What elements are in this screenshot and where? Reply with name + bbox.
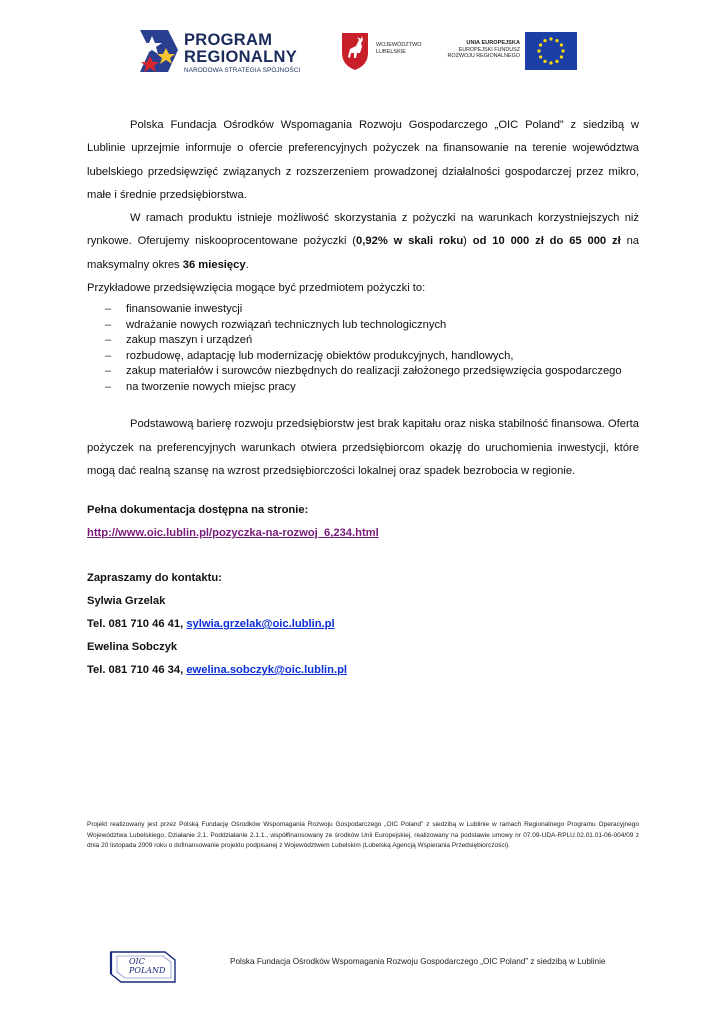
oic-poland-logo [107,946,179,986]
stars-arrow-icon [138,26,182,76]
region-logo-line1: WOJEWÓDZTWO [376,42,422,48]
purpose-list [87,302,639,395]
docs-link[interactable]: http://www.oic.lublin.pl/pozyczka-na-rozwoj_6,234.html [87,527,379,540]
interest-rate: 0,92% w skali roku [356,235,464,248]
list-item: – zakup maszyn i urządzeń [87,333,639,349]
intro-paragraph: Polska Fundacja Ośrodków Wspomagania Rozwoju Gospodarczego „OIC Poland” z siedzibą w Lublinie uprzejmie informuje o ofercie preferencyjnych pożyczek na finansowanie na terenie województwa lubelskiego przedsięwzięć związanych z rozszerzeniem prowadzonej działalności gospodarczej przez mikro, małe i średnie przedsiębiorstwa. [87,119,639,201]
oic-logo-text [129,957,165,975]
eu-flag-icon [525,32,577,70]
offer-text-1: W ramach produktu istnieje możliwość skorzystania z pożyczki na warunkach korzystniejszych niż rynkowe. Oferujemy niskooprocentowane pożyczki ( [87,212,639,248]
list-item: – finansowanie inwestycji [87,302,639,318]
wojewodztwo-lubelskie-logo [338,30,438,72]
offer-text-3: na maksymalny okres [87,235,640,271]
contact-email-link[interactable]: sylwia.grzelak@oic.lublin.pl [186,618,335,631]
region-logo-line2: LUBELSKIE [376,48,406,55]
eu-erdf-logo [440,32,580,72]
list-item: – zakup materiałów i surowców niezbędnych do realizacji założonego przedsięwzięcia gospodarczego [87,364,639,380]
eu-logo-line2: EUROPEJSKI FUNDUSZ [458,46,520,53]
eu-logo-line3: ROZWOJU REGIONALNEGO [447,53,520,60]
contact-phone-line [87,659,639,682]
project-footnote: Projekt realizowany jest przez Polską Fundację Ośrodków Wspomagania Rozwoju Gospodarczego „OIC Poland” z siedzibą w Lublinie w ramach Regionalnego Programu Operacyjnego Województwa Lubelskiego, Działanie 2.1. Poddziałanie 2.1.1., współfinansowany ze środków Unii Europejskiej, realizowany na podstawie umowy nr 07.09-UDA-RPLU.02.01.01-06-004/09 z dnia 20 listopada 2009 roku o dofinansowanie projektu podpisanej z Województwem Lubelskim (Lubelską Agencją Wspierania Przedsiębiorczości). [87,821,639,850]
offer-paragraph [87,207,639,277]
deer-shield-icon [340,31,370,71]
oic-logo-line1: OIC [129,957,145,966]
offer-text-2: ) [463,235,473,248]
offer-text-4: . [245,258,249,271]
contact-phone: Tel. 081 710 46 41, [87,618,187,631]
program-logo-line2: REGIONALNY [184,47,298,66]
oic-logo-line2: POLAND [129,966,166,975]
list-intro: Przykładowe przedsięwzięcia mogące być przedmiotem pożyczki to: [87,282,426,295]
program-regionalny-logo [138,24,318,80]
barrier-paragraph: Podstawową barierę rozwoju przedsiębiorstw jest brak kapitału oraz niska stabilność finansowa. Oferta pożyczek na preferencyjnych warunkach otwiera przedsiębiorcom okazję do uruchomienia inwestycji, które mogą dać realną szansę na wzrost przedsiębiorczości lokalnej oraz spadek bezrobocia w regionie. [87,418,639,477]
loan-amount-range: od 10 000 zł do 65 000 zł [472,235,621,248]
spacer [87,395,639,413]
list-item: – wdrażanie nowych rozwiązań technicznych lub technologicznych [87,318,639,334]
docs-link-line [87,522,639,545]
footer-organization-line: Polska Fundacja Ośrodków Wspomagania Rozwoju Gospodarczego „OIC Poland” z siedzibą w Lublinie [230,957,606,966]
contact-label: Zapraszamy do kontaktu: [87,572,222,585]
eu-logo-line1: UNIA EUROPEJSKA [466,40,520,46]
program-logo-text [184,32,300,74]
contact-phone-line [87,613,639,636]
contact-name: Sylwia Grzelak [87,595,166,608]
list-item: – na tworzenie nowych miejsc pracy [87,380,639,396]
contact-phone: Tel. 081 710 46 34, [87,664,187,677]
eu-logo-text [440,40,520,60]
list-item: – rozbudowę, adaptację lub modernizację obiektów produkcyjnych, handlowych, [87,349,639,365]
region-logo-text [376,42,422,55]
spacer [87,545,639,567]
letter-body [87,114,639,682]
loan-period: 36 miesięcy [182,258,246,271]
program-logo-line3: NARODOWA STRATEGIA SPÓJNOŚCI [184,67,301,74]
docs-label: Pełna dokumentacja dostępna na stronie: [87,504,309,517]
contact-email-link[interactable]: ewelina.sobczyk@oic.lublin.pl [186,664,348,677]
contact-name: Ewelina Sobczyk [87,641,178,654]
program-logo-line1: PROGRAM [184,31,273,49]
spacer [87,483,639,499]
